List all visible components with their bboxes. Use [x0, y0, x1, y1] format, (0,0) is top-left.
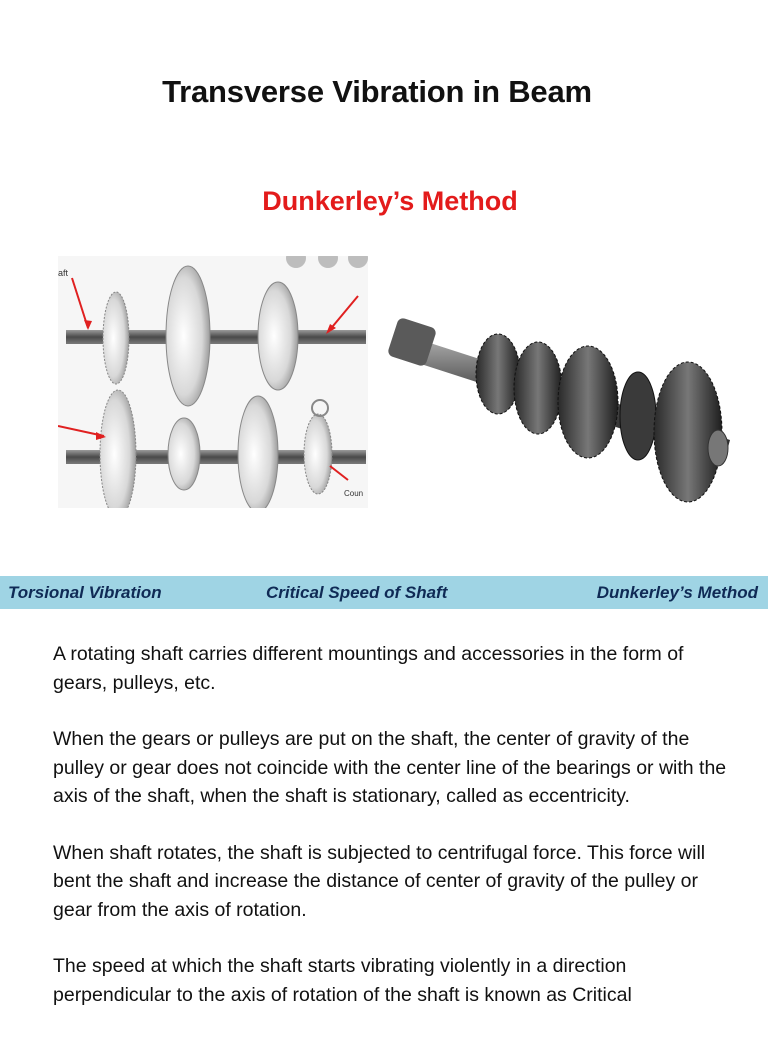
gear-disc [100, 390, 136, 508]
pulley-disc [168, 418, 200, 490]
pulley-disc [238, 396, 278, 508]
shaft-label: aft [58, 268, 69, 278]
body-text [53, 640, 733, 1037]
nav-critical-speed-of-shaft[interactable]: Critical Speed of Shaft [266, 583, 448, 602]
shaft-pulley-diagram [58, 256, 368, 508]
gear-disc [304, 414, 332, 494]
slide-subtitle: Dunkerley’s Method [262, 186, 518, 216]
gear [654, 362, 722, 502]
paragraph: When shaft rotates, the shaft is subjected to centrifugal force. This force will bent the shaft and increase the distance of center of gravity of the pulley or gear from the axis of rotation. [53, 841, 706, 921]
gear [514, 342, 562, 434]
gear [476, 334, 520, 414]
gear-shaft-photo [388, 292, 740, 530]
nav-dunkerleys-method[interactable]: Dunkerley’s Method [596, 583, 758, 602]
paragraph: When the gears or pulleys are put on the shaft, the center of gravity of the pulley or gear does not coincide with the center line of the bearings or with the axis of the shaft, when the shaft is stationary, called as eccentricity. [53, 728, 727, 807]
gear-disc [103, 292, 129, 384]
paragraph: The speed at which the shaft starts vibrating violently in a direction perpendicular to the axis of rotation of the shaft is known as Critical [53, 955, 632, 1006]
gear-shaft-illustration [388, 292, 740, 530]
counter-label: Coun [344, 489, 364, 498]
nav-bar [0, 576, 768, 609]
pulley-disc [166, 266, 210, 406]
shaft-diagram-illustration [58, 256, 368, 508]
pulley-disc [258, 282, 298, 390]
nav-torsional-vibration[interactable]: Torsional Vibration [8, 583, 162, 602]
paragraph: A rotating shaft carries different mountings and accessories in the form of gears, pulleys, etc. [53, 643, 684, 694]
slide-title: Transverse Vibration in Beam [162, 74, 592, 109]
gear [558, 346, 618, 458]
shaft-end [708, 430, 728, 466]
gear-hub [620, 372, 656, 460]
arrow [330, 466, 348, 480]
